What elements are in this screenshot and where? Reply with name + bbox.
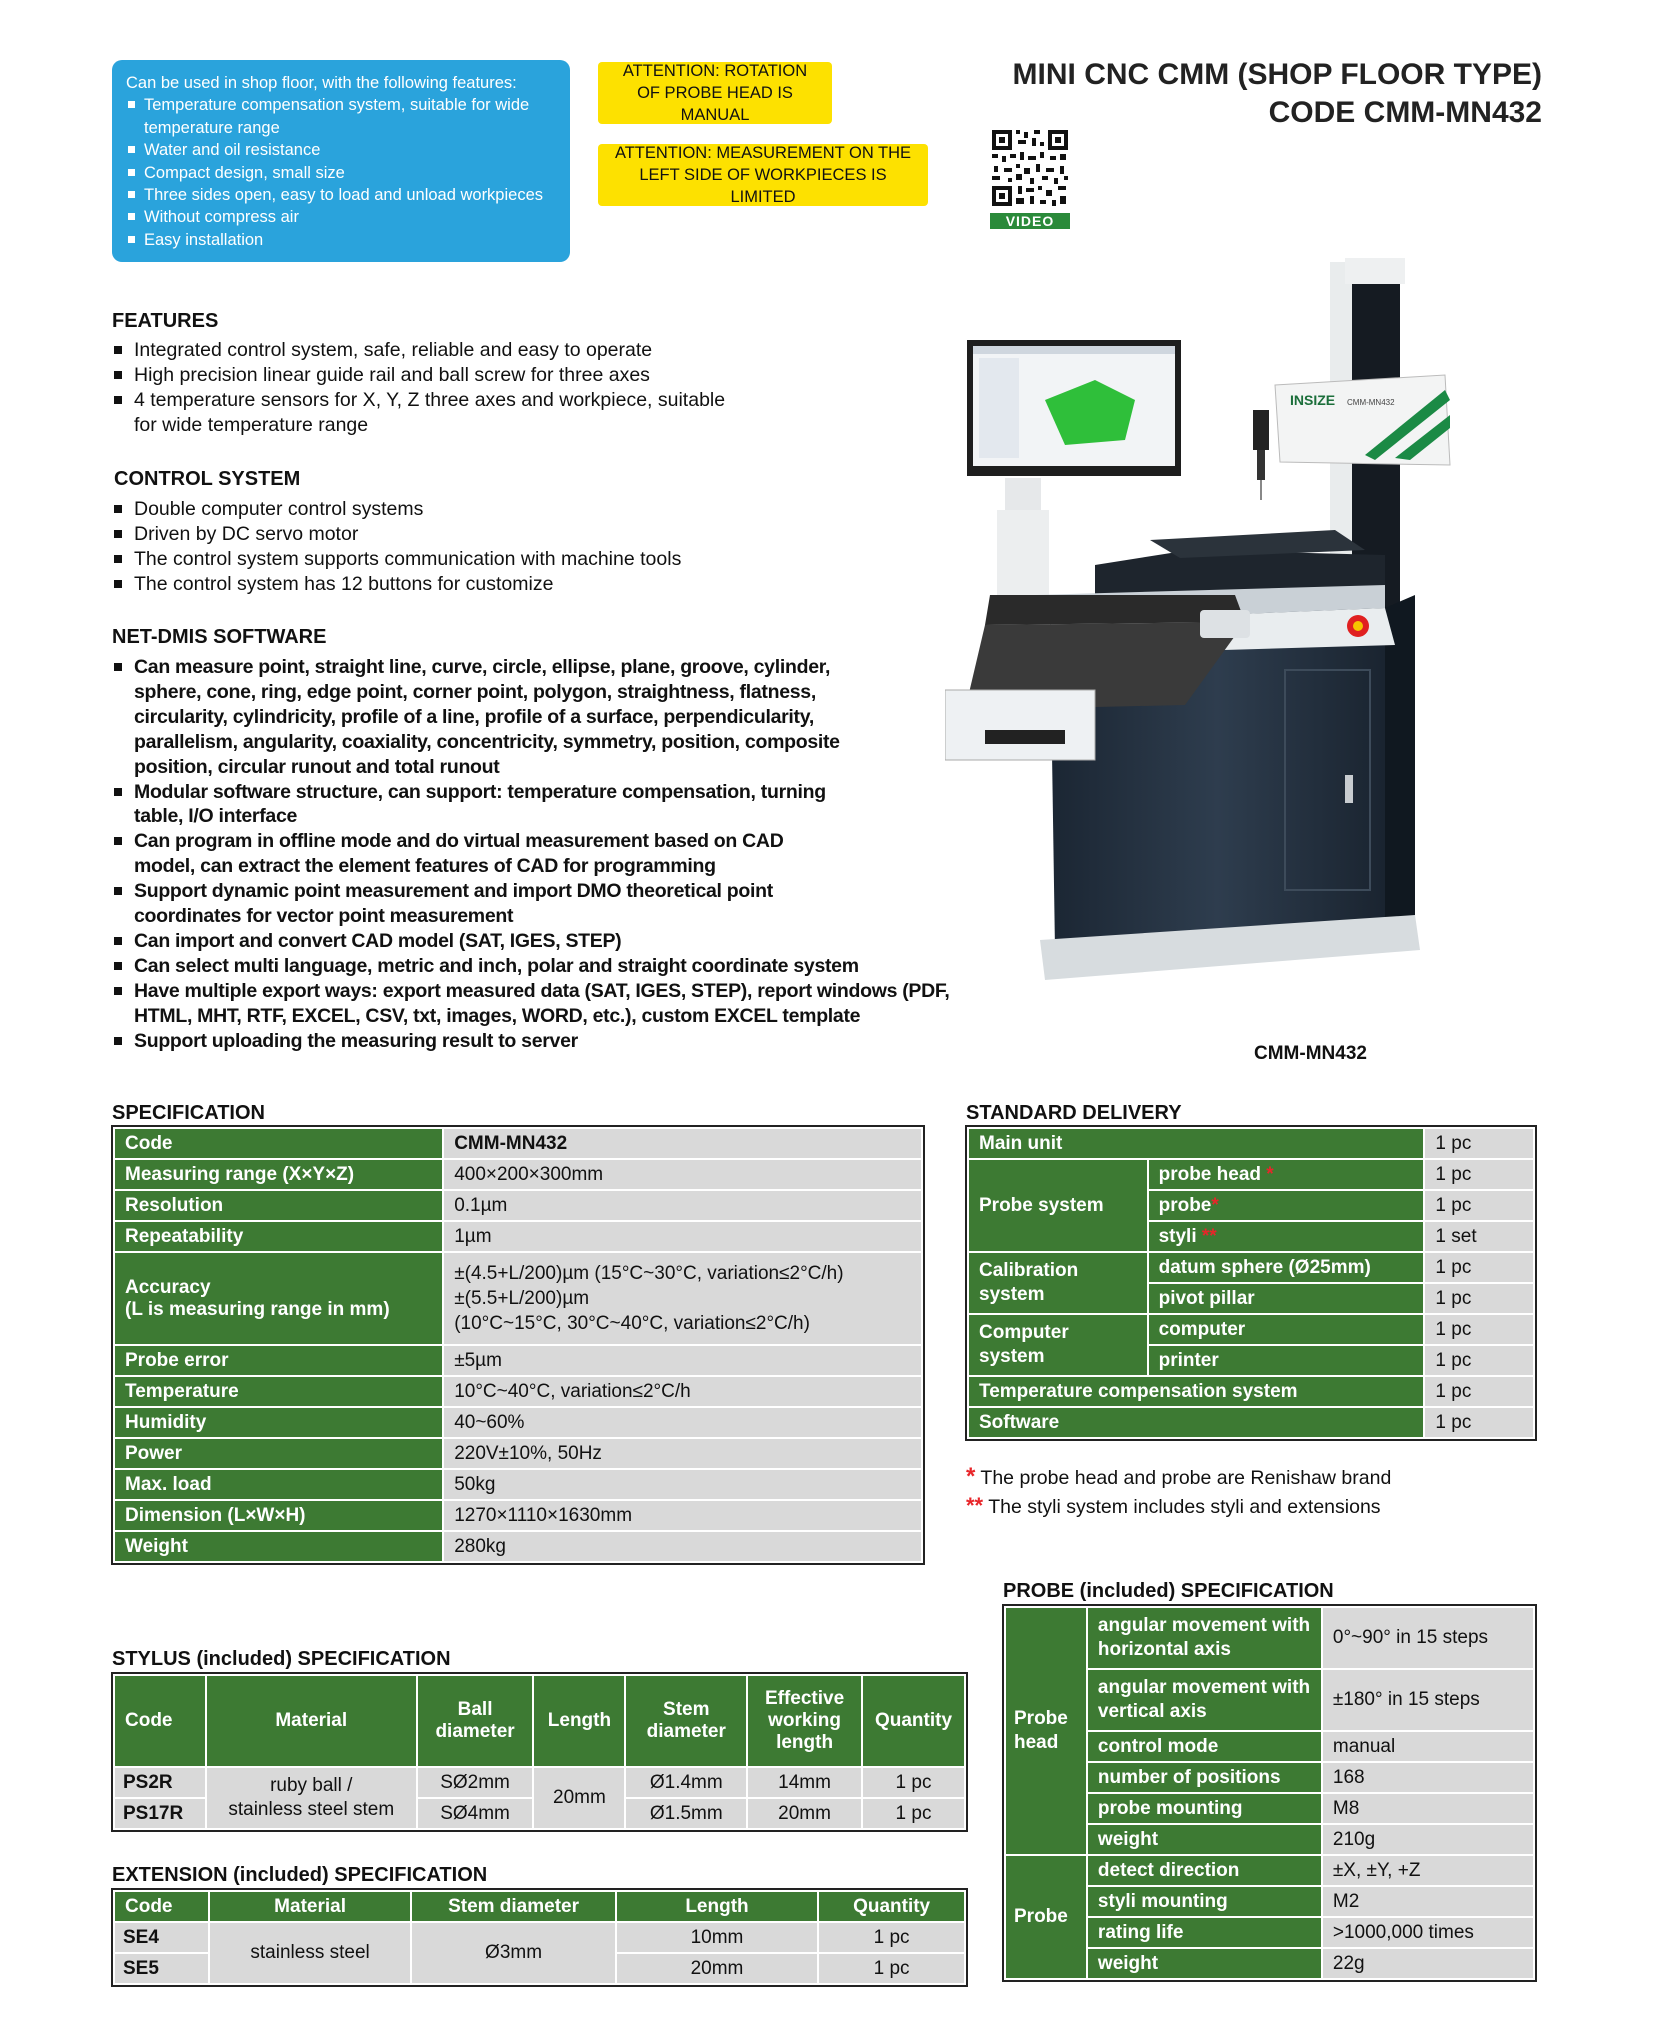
table-cell: 210g	[1322, 1824, 1534, 1855]
stylus-table	[113, 1674, 966, 1830]
table-cell: 50kg	[443, 1469, 922, 1500]
table-cell: SØ2mm	[417, 1767, 534, 1798]
list-item: Without compress air	[126, 206, 570, 228]
table-cell: number of positions	[1087, 1762, 1322, 1793]
table-cell: Computer system	[968, 1314, 1148, 1376]
table-cell: manual	[1322, 1731, 1534, 1762]
table-row	[114, 1345, 922, 1376]
list-item: High precision linear guide rail and ball screw for three axes	[112, 363, 732, 388]
table-cell: 14mm	[747, 1767, 862, 1798]
list-item: The control system has 12 buttons for customize	[112, 572, 792, 597]
table-cell: Software	[968, 1407, 1424, 1438]
table-cell: 1 pc	[862, 1767, 965, 1798]
table-cell: Code	[114, 1128, 443, 1159]
table-cell: 400×200×300mm	[443, 1159, 922, 1190]
table-cell: 280kg	[443, 1531, 922, 1562]
list-item: Compact design, small size	[126, 162, 570, 184]
spec-heading: SPECIFICATION	[112, 1102, 265, 1124]
attention-badge-left-side: ATTENTION: MEASUREMENT ON THE LEFT SIDE OF WORKPIECES IS LIMITED	[598, 144, 928, 206]
list-item: Can program in offline mode and do virtual measurement based on CAD model, can extract the element features of CAD for programming	[112, 829, 842, 879]
table-cell: probe*	[1148, 1190, 1425, 1221]
list-item: Can import and convert CAD model (SAT, IGES, STEP)	[112, 929, 954, 954]
table-cell: 10mm	[616, 1922, 818, 1953]
table-row	[1005, 1607, 1534, 1669]
table-cell: 20mm	[533, 1767, 625, 1829]
table-cell: styli mounting	[1087, 1886, 1322, 1917]
table-cell: 22g	[1322, 1948, 1534, 1979]
brand-logo: INSIZE	[1290, 392, 1336, 408]
table-cell: Ball diameter	[417, 1675, 534, 1767]
table-row	[114, 1159, 922, 1190]
list-item: Can select multi language, metric and inch, polar and straight coordinate system	[112, 954, 954, 979]
table-cell: ±180° in 15 steps	[1322, 1669, 1534, 1731]
svg-text:CMM-MN432: CMM-MN432	[1347, 398, 1395, 407]
list-item: The control system supports communication with machine tools	[112, 547, 792, 572]
table-cell: 1 pc	[1424, 1283, 1534, 1314]
table-row	[968, 1314, 1534, 1345]
list-item: Easy installation	[126, 229, 570, 251]
table-row	[114, 1128, 922, 1159]
table-cell: 20mm	[616, 1953, 818, 1984]
table-cell: 1 pc	[1424, 1376, 1534, 1407]
table-cell: Dimension (L×W×H)	[114, 1500, 443, 1531]
stylus-heading: STYLUS (included) SPECIFICATION	[112, 1648, 451, 1670]
table-cell: probe mounting	[1087, 1793, 1322, 1824]
table-cell: datum sphere (Ø25mm)	[1148, 1252, 1425, 1283]
list-item: Driven by DC servo motor	[112, 522, 792, 547]
table-cell: 1 pc	[1424, 1159, 1534, 1190]
table-cell: 1270×1110×1630mm	[443, 1500, 922, 1531]
video-label: VIDEO	[990, 213, 1070, 229]
table-cell: printer	[1148, 1345, 1425, 1376]
table-cell: Stem diameter	[625, 1675, 747, 1767]
software-list	[112, 655, 954, 1054]
table-row	[968, 1159, 1534, 1190]
table-cell: 20mm	[747, 1798, 862, 1829]
table-cell: Main unit	[968, 1128, 1424, 1159]
table-cell: Max. load	[114, 1469, 443, 1500]
table-cell: 1 set	[1424, 1221, 1534, 1252]
table-cell: weight	[1087, 1948, 1322, 1979]
list-item: Water and oil resistance	[126, 139, 570, 161]
table-cell: 1 pc	[1424, 1407, 1534, 1438]
software-heading: NET-DMIS SOFTWARE	[112, 626, 327, 648]
delivery-heading: STANDARD DELIVERY	[966, 1102, 1182, 1124]
table-cell: Ø1.4mm	[625, 1767, 747, 1798]
page-title: MINI CNC CMM (SHOP FLOOR TYPE) CODE CMM-MN432	[1012, 58, 1542, 129]
table-row	[114, 1376, 922, 1407]
table-cell: PS2R	[114, 1767, 206, 1798]
table-cell: 40~60%	[443, 1407, 922, 1438]
table-cell: 1 pc	[1424, 1190, 1534, 1221]
table-cell: 1 pc	[1424, 1128, 1534, 1159]
qr-code[interactable]	[990, 128, 1070, 229]
table-cell: M8	[1322, 1793, 1534, 1824]
list-item: Support uploading the measuring result to server	[112, 1029, 954, 1054]
table-row	[114, 1891, 965, 1922]
callout-heading: Can be used in shop floor, with the following features:	[126, 74, 517, 92]
table-cell: 220V±10%, 50Hz	[443, 1438, 922, 1469]
table-cell: SE4	[114, 1922, 209, 1953]
table-cell: 0.1µm	[443, 1190, 922, 1221]
table-cell: Repeatability	[114, 1221, 443, 1252]
feature-callout	[112, 60, 570, 262]
table-cell: Material	[206, 1675, 417, 1767]
table-cell: ±X, ±Y, +Z	[1322, 1855, 1534, 1886]
list-item: Three sides open, easy to load and unload workpieces	[126, 184, 570, 206]
table-cell: 1 pc	[1424, 1252, 1534, 1283]
table-cell: detect direction	[1087, 1855, 1322, 1886]
table-cell: 168	[1322, 1762, 1534, 1793]
table-cell: Code	[114, 1675, 206, 1767]
table-row	[968, 1407, 1534, 1438]
table-cell: Probe	[1005, 1855, 1087, 1979]
table-cell: 10°C~40°C, variation≤2°C/h	[443, 1376, 922, 1407]
table-cell: Ø3mm	[411, 1922, 615, 1984]
control-system-heading: CONTROL SYSTEM	[114, 468, 301, 490]
table-row	[114, 1438, 922, 1469]
delivery-note-2: ** The styli system includes styli and extensions	[966, 1493, 1381, 1518]
table-cell: 1µm	[443, 1221, 922, 1252]
table-cell: M2	[1322, 1886, 1534, 1917]
table-cell: 1 pc	[818, 1922, 965, 1953]
table-cell: >1000,000 times	[1322, 1917, 1534, 1948]
table-cell: Humidity	[114, 1407, 443, 1438]
list-item: Temperature compensation system, suitable for wide temperature range	[126, 94, 570, 139]
qr-code-icon	[990, 128, 1070, 208]
table-cell: Measuring range (X×Y×Z)	[114, 1159, 443, 1190]
table-cell: control mode	[1087, 1731, 1322, 1762]
table-cell: Length	[616, 1891, 818, 1922]
callout-list	[126, 94, 570, 251]
table-cell: Weight	[114, 1531, 443, 1562]
table-cell: weight	[1087, 1824, 1322, 1855]
extension-heading: EXTENSION (included) SPECIFICATION	[112, 1864, 488, 1886]
table-row	[114, 1252, 922, 1345]
table-cell: probe head *	[1148, 1159, 1425, 1190]
table-cell: Length	[533, 1675, 625, 1767]
table-cell: SE5	[114, 1953, 209, 1984]
cmm-machine-image	[945, 250, 1505, 1010]
table-row	[968, 1252, 1534, 1283]
table-cell: Probe system	[968, 1159, 1148, 1252]
table-row	[968, 1376, 1534, 1407]
table-row	[114, 1500, 922, 1531]
delivery-note-1: * The probe head and probe are Renishaw brand	[966, 1463, 1392, 1490]
table-cell: Calibration system	[968, 1252, 1148, 1314]
table-cell: 1 pc	[862, 1798, 965, 1829]
attention-badge-rotation: ATTENTION: ROTATION OF PROBE HEAD IS MANUAL	[598, 62, 832, 124]
table-cell: ±5µm	[443, 1345, 922, 1376]
table-cell: PS17R	[114, 1798, 206, 1829]
probe-spec-table	[1004, 1606, 1535, 1980]
table-row	[1005, 1855, 1534, 1886]
table-row	[968, 1128, 1534, 1159]
table-cell: styli **	[1148, 1221, 1425, 1252]
probe-spec-heading: PROBE (included) SPECIFICATION	[1003, 1580, 1334, 1602]
extension-table	[113, 1890, 966, 1985]
table-row	[114, 1221, 922, 1252]
list-item: Double computer control systems	[112, 497, 792, 522]
list-item: Can measure point, straight line, curve, circle, ellipse, plane, groove, cylinder, sphere, cone, ring, edge point, corner point, polygon, straightness, flatness, circularity, cylindricity, profile of a line, profile of a surface, perpendicularity, parallelism, angularity, coaxiality, concentricity, symmetry, position, composite position, circular runout and total runout	[112, 655, 862, 780]
table-row	[114, 1190, 922, 1221]
table-cell: Probe head	[1005, 1607, 1087, 1855]
table-row	[114, 1407, 922, 1438]
table-row	[114, 1922, 965, 1953]
table-cell: 1 pc	[1424, 1345, 1534, 1376]
table-row	[114, 1767, 965, 1798]
table-row	[114, 1469, 922, 1500]
machine-caption: CMM-MN432	[1254, 1043, 1367, 1064]
table-cell: pivot pillar	[1148, 1283, 1425, 1314]
table-cell: computer	[1148, 1314, 1425, 1345]
table-cell: Effective working length	[747, 1675, 862, 1767]
table-cell: ruby ball / stainless steel stem	[206, 1767, 417, 1829]
features-heading: FEATURES	[112, 310, 219, 332]
list-item: Have multiple export ways: export measured data (SAT, IGES, STEP), report windows (PDF, HTML, MHT, RTF, EXCEL, CSV, txt, images, WORD, etc.), custom EXCEL template	[112, 979, 952, 1029]
list-item: 4 temperature sensors for X, Y, Z three axes and workpiece, suitable for wide temperature range	[112, 388, 732, 438]
table-cell: Quantity	[818, 1891, 965, 1922]
table-cell: angular movement with vertical axis	[1087, 1669, 1322, 1731]
table-cell: Probe error	[114, 1345, 443, 1376]
table-cell: Stem diameter	[411, 1891, 615, 1922]
list-item: Support dynamic point measurement and import DMO theoretical point coordinates for vector point measurement	[112, 879, 842, 929]
list-item: Integrated control system, safe, reliable and easy to operate	[112, 338, 732, 363]
table-cell: Temperature compensation system	[968, 1376, 1424, 1407]
features-list	[112, 338, 732, 438]
table-cell: SØ4mm	[417, 1798, 534, 1829]
table-cell: Resolution	[114, 1190, 443, 1221]
table-cell: Material	[209, 1891, 411, 1922]
table-cell: CMM-MN432	[443, 1128, 922, 1159]
table-row	[114, 1531, 922, 1562]
table-cell: Accuracy (L is measuring range in mm)	[114, 1252, 443, 1345]
table-cell: stainless steel	[209, 1922, 411, 1984]
table-cell: 0°~90° in 15 steps	[1322, 1607, 1534, 1669]
table-cell: rating life	[1087, 1917, 1322, 1948]
table-cell: 1 pc	[1424, 1314, 1534, 1345]
table-cell: 1 pc	[818, 1953, 965, 1984]
table-cell: Quantity	[862, 1675, 965, 1767]
control-system-list	[112, 497, 792, 597]
spec-table	[113, 1127, 923, 1563]
table-row	[114, 1675, 965, 1767]
table-cell: Power	[114, 1438, 443, 1469]
table-cell: Code	[114, 1891, 209, 1922]
list-item: Modular software structure, can support: temperature compensation, turning table, I/O interface	[112, 780, 842, 830]
table-cell: angular movement with horizontal axis	[1087, 1607, 1322, 1669]
delivery-table	[967, 1127, 1535, 1439]
table-cell: ±(4.5+L/200)µm (15°C~30°C, variation≤2°C/h) ±(5.5+L/200)µm (10°C~15°C, 30°C~40°C, variation≤2°C/h)	[443, 1252, 922, 1345]
table-cell: Temperature	[114, 1376, 443, 1407]
table-cell: Ø1.5mm	[625, 1798, 747, 1829]
